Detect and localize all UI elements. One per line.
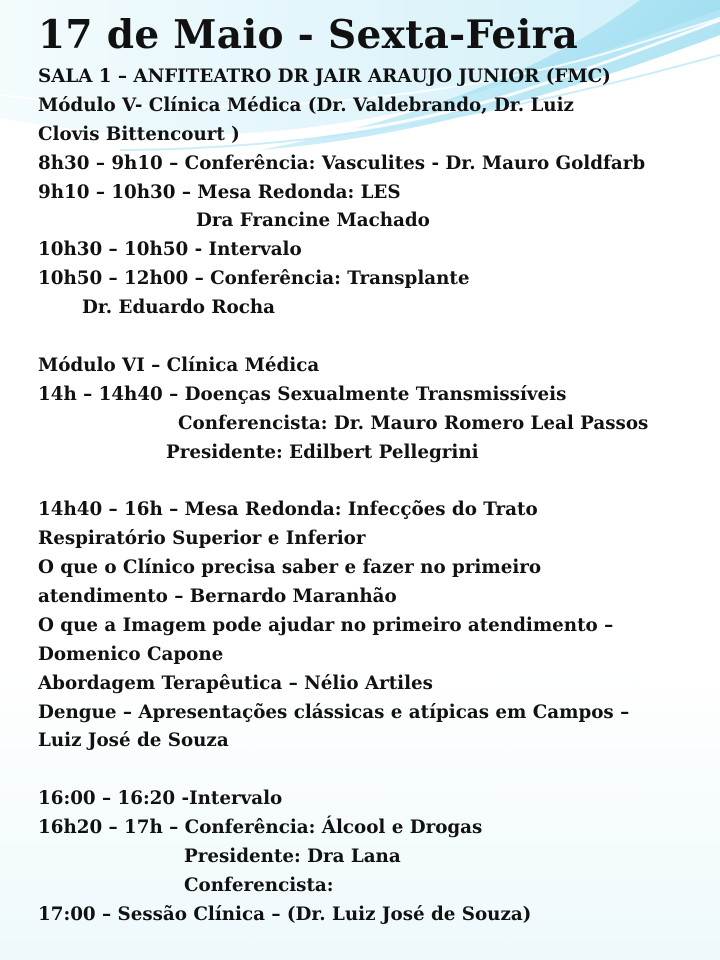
schedule-line: Presidente: Edilbert Pellegrini: [166, 441, 479, 463]
schedule-line: atendimento – Bernardo Maranhão: [38, 586, 397, 608]
blank-line: [38, 323, 710, 352]
schedule-line: O que o Clínico precisa saber e fazer no primeiro: [38, 557, 542, 579]
schedule-line: Dra Francine Machado: [196, 210, 430, 232]
schedule-body: [38, 63, 710, 930]
schedule-line: Conferencista: Dr. Mauro Romero Leal Passos: [178, 412, 649, 434]
schedule-line: 17:00 – Sessão Clínica – (Dr. Luiz José de Souza): [38, 903, 532, 925]
schedule-line: 16:00 – 16:20 -Intervalo: [38, 788, 283, 810]
schedule-line: Domenico Capone: [38, 643, 224, 665]
schedule-line: 8h30 – 9h10 – Conferência: Vasculites - Dr. Mauro Goldfarb: [38, 152, 646, 174]
page-title: 17 de Maio - Sexta-Feira: [38, 12, 579, 58]
schedule-line: 16h20 – 17h – Conferência: Álcool e Drogas: [38, 817, 483, 839]
schedule-line: 10h30 – 10h50 - Intervalo: [38, 239, 302, 261]
schedule-line: Clovis Bittencourt ): [38, 123, 240, 145]
blank-line: [38, 756, 710, 785]
schedule-line: Dengue – Apresentações clássicas e atípicas em Campos –: [38, 701, 630, 723]
schedule-line: Luiz José de Souza: [38, 730, 229, 752]
schedule-line: Dr. Eduardo Rocha: [82, 297, 276, 319]
schedule-line: Módulo VI – Clínica Médica: [38, 354, 320, 376]
schedule-line: Conferencista:: [184, 874, 334, 896]
schedule-line: 9h10 – 10h30 – Mesa Redonda: LES: [38, 181, 401, 203]
schedule-line: Abordagem Terapêutica – Nélio Artiles: [38, 672, 433, 694]
schedule-line: 14h40 – 16h – Mesa Redonda: Infecções do Trato: [38, 499, 538, 521]
schedule-line: Presidente: Dra Lana: [184, 846, 401, 868]
schedule-line: Respiratório Superior e Inferior: [38, 528, 366, 550]
schedule-line: Módulo V- Clínica Médica (Dr. Valdebrando, Dr. Luiz: [38, 94, 574, 116]
schedule-line: SALA 1 – ANFITEATRO DR JAIR ARAUJO JUNIOR (FMC): [38, 66, 611, 87]
schedule-line: O que a Imagem pode ajudar no primeiro atendimento –: [38, 614, 614, 636]
schedule-line: 10h50 – 12h00 – Conferência: Transplante: [38, 268, 470, 290]
blank-line: [38, 467, 710, 496]
schedule-line: 14h – 14h40 – Doenças Sexualmente Transmissíveis: [38, 383, 567, 405]
